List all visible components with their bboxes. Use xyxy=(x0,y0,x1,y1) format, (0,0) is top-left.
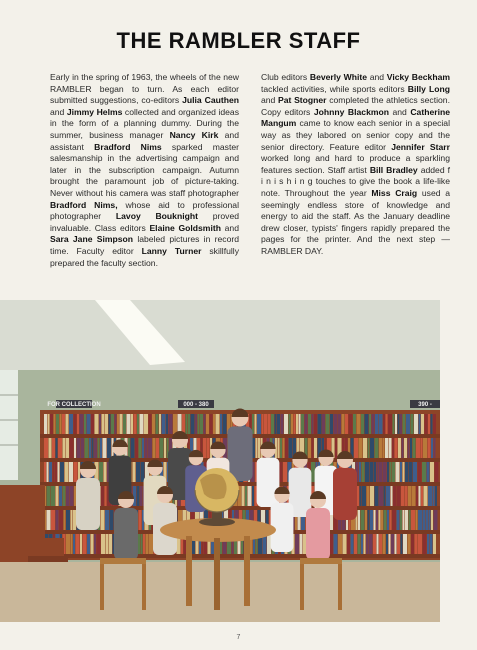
page-number: 7 xyxy=(236,634,241,641)
staff-name: Lanny Turner xyxy=(141,245,202,256)
staff-name: Billy Long xyxy=(407,83,450,94)
sign-right-text: 390 - xyxy=(418,402,432,408)
body-text: whose aid to professional photographer xyxy=(50,199,239,222)
body-text: collected and organized ideas in the form of a planning dummy. During the summer, business manager xyxy=(50,106,239,140)
staff-name: Nancy Kirk xyxy=(169,129,219,140)
sign-left-text: FOR COLLECTION xyxy=(47,402,101,408)
staff-name: Sara Jane Simpson xyxy=(50,234,134,245)
staff-name: Catherine Mangum xyxy=(261,106,450,129)
staff-name: Lavoy Bouknight xyxy=(115,211,198,222)
staff-name: Bradford Nims, xyxy=(50,199,118,210)
body-text: Early in the spring of 1963, the wheels of the new RAMBLER began to turn. As each editor submitted suggestions, co-editors xyxy=(50,72,239,106)
ceiling xyxy=(0,300,440,375)
staff-name: Jennifer Starr xyxy=(391,141,450,152)
right-column xyxy=(261,72,450,269)
body-text: worked long and hard to produce a sparkling features section. Staff artist xyxy=(261,153,450,175)
body-text: and xyxy=(367,72,387,82)
staff-name: Julia Cauthen xyxy=(182,95,239,106)
body-text: sparked master salesmanship in the advertising campaign and later in the subscription campaign. Autumn brought the paramount job of picture-taking. Never without his camera was staff photographer xyxy=(50,141,239,198)
window xyxy=(0,370,18,480)
page-title: THE RAMBLER STAFF xyxy=(116,28,361,53)
body-text: used a seemingly endless store of knowledge and energy to aid the staff. As the January deadline drew closer, typists' fingers rapidly prepared the pages for the printer. And the next step —RAMBLER DAY. xyxy=(261,187,450,256)
staff-name: Bradford Nims xyxy=(94,141,162,152)
body-text: proved invaluable. Class editors xyxy=(50,211,239,233)
staff-name: Miss Craig xyxy=(371,187,418,198)
body-text: and xyxy=(261,95,279,106)
staff-group-photo xyxy=(0,300,440,622)
article-body xyxy=(50,72,450,267)
body-text: added f i n i s h i n g touches to give the book a life-like note. Throughout the year xyxy=(261,164,450,198)
staff-name: Vicky Beckham xyxy=(386,72,450,82)
staff-name: Beverly White xyxy=(309,72,368,82)
staff-name: Bill Bradley xyxy=(369,164,418,175)
staff-name: Jimmy Helms xyxy=(66,106,123,117)
body-text: and xyxy=(389,106,411,117)
staff-name: Pat Stogner xyxy=(278,95,327,106)
left-column xyxy=(50,72,239,269)
staff-name: Johnny Blackmon xyxy=(313,106,389,117)
body-text: tackled activities, while sports editors xyxy=(261,83,408,94)
body-text: and xyxy=(50,106,67,117)
left-column-paragraph xyxy=(50,72,239,269)
body-text: labeled pictures in record time. Faculty editor xyxy=(50,234,239,256)
body-text: and xyxy=(220,222,239,233)
body-text: came to know each senior in a special way as they labored on senior copy and the senior directory. Feature editor xyxy=(261,118,450,152)
sign-middle-text: 000 - 380 xyxy=(183,402,209,408)
staff-name: Elaine Goldsmith xyxy=(149,222,221,233)
right-column-paragraph xyxy=(261,72,450,258)
body-text: skillfully prepared the faculty section. xyxy=(50,245,239,268)
body-text: Club editors xyxy=(261,72,310,82)
body-text: and assistant xyxy=(50,129,239,152)
body-text: completed the athletics section. Copy editors xyxy=(261,95,450,117)
